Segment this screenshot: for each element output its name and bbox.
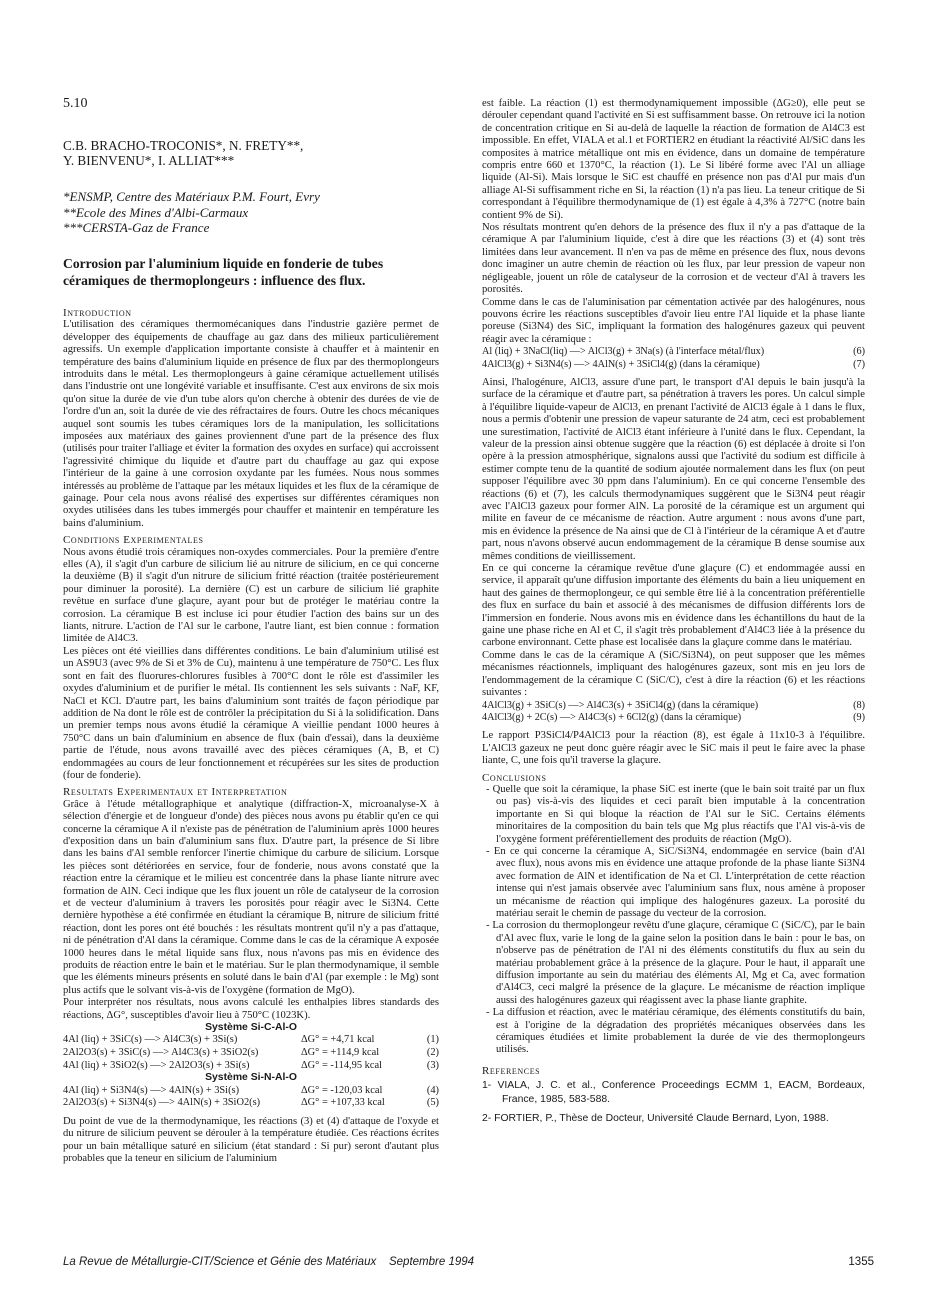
conditions-heading: Conditions Experimentales: [63, 534, 204, 547]
left-column: [63, 98, 439, 1165]
right-paragraph-1: est faible. La réaction (1) est thermodynamiquement impossible (ΔG≥0), elle peut se dérouler cependant quand l'activité en Si est suffisamment basse. On retrouve ici la notion de concentration critique en Si au-delà de laquelle la réaction de formation de Al4C3 est impossible. En effet, VIALA et al.1 et FORTIER2 en étudiant la réactivité Al/SiC dans les composites à matrice métallique ont mis en évidence, dans un domaine de température compris entre 660 et 1370°C, la réaction (1). Le Si libéré forme avec l'Al un alliage liquide (Al-Si). Mais lorsque le SiC est chauffé en présence non pas d'Al pur mais d'un alliage Al-Si suffisamment riche en Si, la réaction (1) n'a pas lieu. La teneur critique de Si correspondant à l'équilibre thermodynamique de (1) est égale à 4,3% à 727°C (notre bain contient 9% de Si).: [482, 98, 865, 221]
conclusion-item: - Quelle que soit la céramique, la phase SiC est inerte (que le bain soit traité par un flux ou pas) vis-à-vis des liquides et ceci paraît bien imputable à la concentration importante en Si qui bloque la réaction de l'Al sur le SiC. Certains éléments minoritaires de la composition du bain tels que Mg plus réactifs que l'Al vis-à-vis de l'oxygène forment préférentiellement des produits de réaction (MgO).: [486, 783, 865, 845]
section-number: 5.10: [63, 96, 88, 111]
right-paragraph-4: Ainsi, l'halogénure, AlCl3, assure d'une part, le transport d'Al depuis le bain jusqu'à la surface de la céramique et d'autre part, sa pénétration à travers les pores. Un calcul simple à l'équilibre liquide-vapeur de AlCl3, en prenant l'activité de AlCl3 égale à 1 dans le flux, nous a permis d'obtenir une pression de vapeur saturante de 24 atm, ceci est probablement une surestimation, l'activité de AlCl3 étant inférieure à l'unité dans le flux. Cependant, la valeur de la pression ainsi obtenue suggère que la réaction (6) est déplacée à droite si l'on opère à la pression atmosphérique, signalons aussi que l'activité du sodium est difficile à estimer compte tenu de la quantité de sodium ajoutée normalement dans les flux (on peut supposer l'équilibre avec 30 ppm dans l'aluminium). En ce qui concerne l'ensemble des réactions (6) et (7), les calculs thermodynamiques suggèrent que le Si3N4 peut réagir avec l'AlCl3 gazeux pour former AlN. La porosité de la céramique est un argument qui milite en faveur de ce mécanisme de réaction. Autre argument : nous avons d'une part, mis en évidence la présence de Na ainsi que de Cl à l'intérieur de la céramique A et d'autre part, nous n'avons observé aucun endommagement de la céramique B dense soumise aux mêmes conditions de vieillissement.: [482, 376, 865, 562]
paper-title: Corrosion par l'aluminium liquide en fonderie de tubes céramiques de thermoplongeurs : influence des flux.: [63, 255, 384, 288]
affiliations: [63, 189, 439, 236]
page-footer: [63, 1256, 874, 1268]
affiliation-2: **Ecole des Mines d'Albi-Carmaux: [63, 204, 249, 220]
equation-4: 4Al (liq) + Si3N4(s) —> 4AlN(s) + 3Si(s) ΔG° = -120,03 kcal (4): [63, 1084, 439, 1096]
right-paragraph-6: Comme dans le cas de la céramique A (SiC/Si3N4), on peut supposer que les mêmes mécanismes réactionnels, impliquant des halogénures gazeux, sont mis en jeu lors de l'endommagement de la céramique C (SiC/C), c'est à dire la réaction (6) et les réactions suivantes :: [482, 649, 865, 699]
equation-9: 4AlCl3(g) + 2C(s) —> Al4C3(s) + 6Cl2(g) (dans la céramique) (9): [482, 711, 865, 723]
affiliation-1: *ENSMP, Centre des Matériaux P.M. Fourt, Evry: [63, 189, 320, 205]
system-1-heading: Système Si-C-Al-O: [205, 1022, 297, 1034]
results-text-1: Grâce à l'étude métallographique et analytique (diffraction-X, microanalyse-X à sélection d'énergie et de longueur d'onde) des pièces nous avons pu établir qu'en ce qui concerne la céramique A il n'existe pas de pénétration de l'aluminium après 1000 heures d'exposition dans un bain d'aluminium sans flux. D'autre part, la présence de Si libre dans les bains d'Al semble renforcer l'inertie chimique du carbure de silicium. Lorsque les pièces sont détériorées en service, four de fonderie, nous avons constaté que la réaction entre la céramique et le milieu est concentrée dans la phase liante nitrure avec formation de AlN. Ceci indique que les flux jouent un rôle de catalyseur de la corrosion et de vecteur d'aluminium à travers les porosités pour réagir avec le Si3N4. Cette dernière hypothèse a été confirmée en étudiant la céramique B, nitrure de silicium fritté réaction, dont les pores ont été bouchés : les résultats montrent qu'il n'y a pas d'attaque, ni de pénétration d'Al dans la céramique. Comme dans le cas de la céramique A exposée 1000 heures dans le métal liquide sans flux, nous n'avons pas mis en évidence des produits de réaction entre le bain et le matériau. Sur le plan thermodynamique, il semble que les éléments mineurs présents en soluté dans le bain d'Al (par exemple : le Mg) sont plus actifs que le solvant vis-à-vis de l'oxygène (formation de MgO).: [63, 798, 439, 996]
affiliation-3: ***CERSTA-Gaz de France: [63, 220, 210, 236]
equation-8: 4AlCl3(g) + 3SiC(s) —> Al4C3(s) + 3SiCl4(g) (dans la céramique) (8): [482, 699, 865, 711]
introduction-heading: Introduction: [63, 306, 132, 319]
right-paragraph-5: En ce qui concerne la céramique revêtue d'une glaçure (C) et endommagée aussi en service, il apparaît qu'une diffusion importante des éléments du bain a lieu uniquement en haut des gaines de thermoplongeur, ce qui semble être lié à la concentration préférentielle des flux en surface du bain et associé à des mécanismes de diffusion différents lors de l'immersion en fonderie. Nous avons mis en évidence dans les échantillons du haut de la gaine une phase riche en Al et C, il s'agit très probablement d'Al4C3 liée à la présence du carbone environnant. Cette phase est localisée dans la glaçure comme dans le matériau.: [482, 563, 865, 649]
references-heading: References: [482, 1064, 541, 1077]
conclusion-item: - La corrosion du thermoplongeur revêtu d'une glaçure, céramique C (SiC/C), par le bain d'Al avec flux, varie le long de la gaine selon la position dans le bain : pour le bas, on n'observe pas de pénétration de l'Al ni des éléments constitutifs du flux au sein du matériau probablement grâce à la présence de la glaçure. Pour le haut, il apparaît une diffusion importante au sein du matériau des éléments Al, Mg et Ca, avec formation d'Al4C3, ceci malgré la présence de la glaçure. Le mécanisme de réaction implique aussi des halogénures gazeux qui réagissent avec la phase liante graphite.: [486, 920, 865, 1006]
conclusions-list: [482, 784, 865, 1057]
equation-5: 2Al2O3(s) + Si3N4(s) —> 4AlN(s) + 3SiO2(s) ΔG° = +107,33 kcal (5): [63, 1097, 439, 1109]
reference-item: 2- FORTIER, P., Thèse de Docteur, Université Claude Bernard, Lyon, 1988.: [482, 1113, 829, 1125]
conclusion-item: - La diffusion et réaction, avec le matériau céramique, des éléments constitutifs du bain, est à l'origine de la dégradation des propriétés mécaniques observées dans les céramiques étudiées et limite probablement la durée de vie des thermoplongeurs utilisés.: [486, 1007, 865, 1056]
right-paragraph-2: Nos résultats montrent qu'en dehors de la présence des flux il n'y a pas d'attaque de la céramique A par l'aluminium liquide, c'est à dire que les réactions (3) et (4) sont très limitées dans leur avancement. Il n'en va pas de même en présence des flux, nous devons donc imaginer un autre chemin de réaction où les flux, par leur pression de vapeur non négligeable, jouent un rôle de catalyseur de la corrosion et de vecteur d'Al à travers les porosités.: [482, 222, 865, 296]
equation-3: 4Al (liq) + 3SiO2(s) —> 2Al2O3(s) + 3Si(s) ΔG° = -114,95 kcal (3): [63, 1059, 439, 1071]
conditions-text-2: Les pièces ont été vieillies dans différentes conditions. Le bain d'aluminium utilisé est un AS9U3 (avec 9% de Si et 3% de Cu), maintenu à une température de 750°C. Les flux sont en fait des fluorures-chlorures fusibles à 700°C dont le rôle est d'assimiler les oxydes d'aluminium et de purifier le métal. Ils contiennent les sels suivants : NaF, KF, NaCl et KCl. D'autre part, les bains d'aluminium sont traités de façon périodique par addition de Na dont le rôle est de contrôler la précipitation du Si à la solidification. Dans un premier temps nous avons étudié la céramique A vieillie pendant 1000 heures à 750°C dans un bain d'aluminium en absence de flux (bain d'essai), dans la deuxième partie de l'étude, nous avons travaillé avec des pièces céramiques (A, B, et C) endommagées au cours de leur fonctionnement et récupérées sur les sites de production (four de fonderie).: [63, 645, 439, 781]
right-column: [482, 98, 865, 1132]
results-heading: Resultats Experimentaux et Interpretation: [63, 786, 288, 799]
system-2-heading: Système Si-N-Al-O: [205, 1072, 297, 1084]
authors-line-2: Y. BIENVENU*, I. ALLIAT***: [63, 153, 235, 169]
right-paragraph-7: Le rapport P3SiCl4/P4AlCl3 pour la réaction (8), est égale à 11x10-3 à l'équilibre. L'AlCl3 gazeux ne peut donc guère réagir avec le SiC mais il peut le faire avec la phase liante, C, une fois qu'il traverse la glaçure.: [482, 730, 865, 767]
authors-line-1: C.B. BRACHO-TROCONIS*, N. FRETY**,: [63, 138, 304, 154]
reference-item: 1- VIALA, J. C. et al., Conference Proceedings ECMM 1, EACM, Bordeaux, France, 1985, 583-588.: [482, 1080, 865, 1105]
results-text-2: Pour interpréter nos résultats, nous avons calculé les enthalpies libres standards des réactions, ΔG°, susceptibles d'avoir lieu à 750°C (1023K).: [63, 997, 439, 1021]
journal-name: La Revue de Métallurgie-CIT/Science et Génie des Matériaux Septembre 1994: [63, 1256, 475, 1268]
conditions-text-1: Nous avons étudié trois céramiques non-oxydes commerciales. Pour la première d'entre elles (A), il s'agit d'un carbure de silicium lié au nitrure de silicium, en ce qui concerne la deuxième (B) il s'agit d'un nitrure de silicium fritté réaction (traitée postérieurement pour diminuer la porosité). La dernière (C) est un carbure de silicium lié graphite revêtue en surface d'une glaçure, ayant pour but de protéger le matériau contre la corrosion. La céramique B est incluse ici pour étudier l'action des bains sur un des liants, nitrure. L'action de l'Al sur le carbone, l'autre liant, est bien connue : formation limitée de Al4C3.: [63, 546, 439, 645]
introduction-text: L'utilisation des céramiques thermomécaniques dans l'industrie gazière permet de développer des équipements de chauffage au gaz dans des milieux particulièrement agressifs. Un exemple d'application importante consiste à chauffer et à maintenir en température des bains d'aluminium liquide en présence de flux par des thermoplongeurs introduits dans le métal. Les thermoplongeurs à gaine céramique actuellement utilisés dans l'industrie ont une longévité variable et insuffisante. C'est aux environs de six mois qu'on situe la durée de vie d'un tube alors qu'on cherche à obtenir des durées de vie de l'ordre d'un an, soit la durée de vie des réfractaires de fours. Outre les chocs mécaniques auquel sont soumis les tubes céramiques lors de la manipulation, les sollicitations imposées aux matériaux des gaines proviennent d'une part de la présence des flux (utilisés pour traiter l'alliage et éviter la formation des oxydes en surface) qui accroissent l'agressivité chimique du liquide et d'autre part du chauffage au gaz qui expose l'intérieur de la gaine à une corrosion oxydante par les fumées. Nous nous sommes intéressés au problème de l'attaque par les métaux liquides et les flux de la céramique de gainage. Pour cela nous avons réalisé des expertises sur différentes céramiques non oxydes utilisées dans les tubes immergés pour chauffer et maintenir en température les bains d'aluminium.: [63, 319, 439, 529]
equation-1: 4Al (liq) + 3SiC(s) —> Al4C3(s) + 3Si(s) ΔG° = +4,71 kcal (1): [63, 1034, 439, 1046]
conclusions-heading: Conclusions: [482, 771, 547, 784]
conclusion-item: - En ce qui concerne la céramique A, SiC/Si3N4, endommagée en service (bain d'Al avec flux), nous avons mis en évidence une attaque profonde de la phase liante Si3N4 avec formation de AlN et identification de Na et Cl. L'interprétation de cette réaction intense qui n'est jamais observée avec l'aluminium sans flux, nous amène à proposer un mécanisme de réaction qui implique des halogénures gazeux. La porosité du matériau serait le chemin de passage du vecteur de la corrosion.: [486, 845, 865, 919]
results-text-3: Du point de vue de la thermodynamique, les réactions (3) et (4) d'attaque de l'oxyde et du nitrure de silicium peuvent se dérouler à la température étudiée. Ces réactions écrites pour un bain métallique saturé en silicium (état standard : Si pur) seront d'autant plus probables que la teneur en silicium de l'aluminium: [63, 1115, 439, 1165]
page-number: 1355: [848, 1256, 874, 1268]
equation-6: Al (liq) + 3NaCl(liq) —> AlCl3(g) + 3Na(s) (à l'interface métal/flux) (6): [482, 346, 865, 358]
right-paragraph-3: Comme dans le cas de l'aluminisation par cémentation activée par des halogénures, nous pouvons écrire les réactions susceptibles d'avoir lieu entre l'Al liquide et la phase liante poreuse (Si3N4) des SiC, impliquant la formation des halogénures gazeux qui peuvent réagir avec la céramique :: [482, 296, 865, 345]
equation-2: 2Al2O3(s) + 3SiC(s) —> Al4C3(s) + 3SiO2(s) ΔG° = +114,9 kcal (2): [63, 1047, 439, 1059]
equation-7: 4AlCl3(g) + Si3N4(s) —> 4AlN(s) + 3SiCl4(g) (dans la céramique) (7): [482, 358, 865, 370]
references-list: [482, 1079, 865, 1126]
authors: [63, 138, 439, 168]
